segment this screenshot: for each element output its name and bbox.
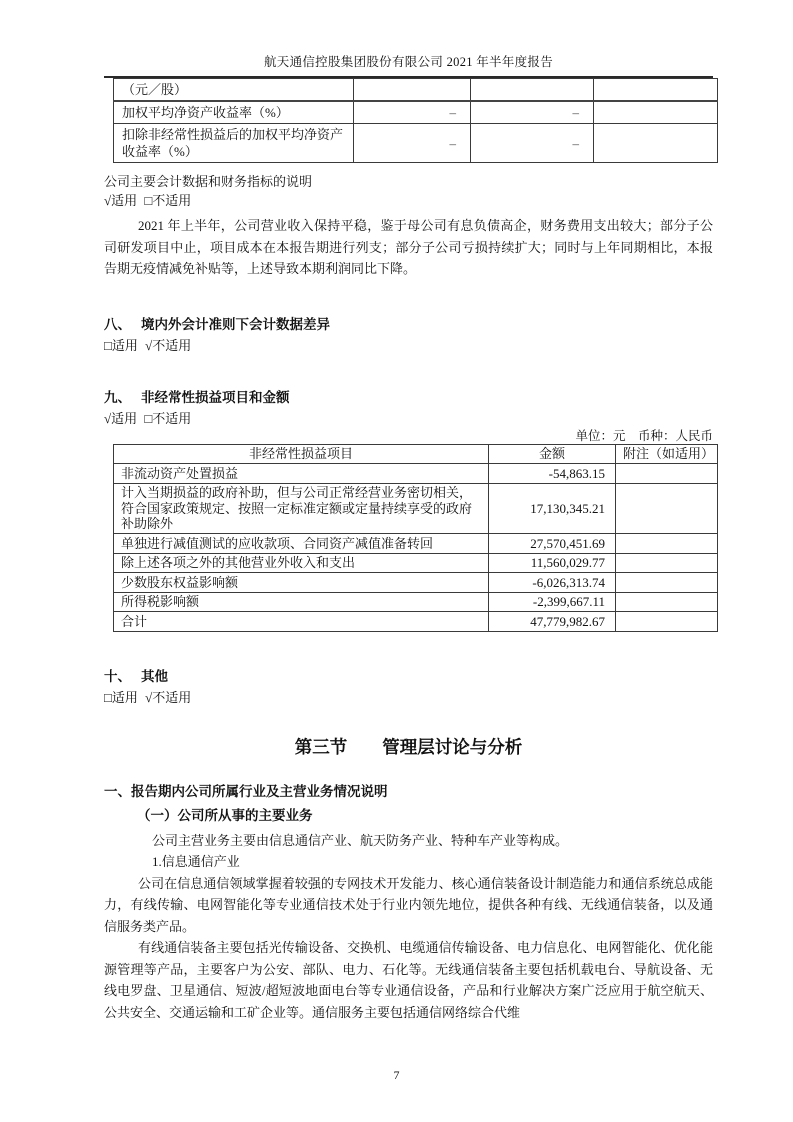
capability-paragraph: 公司在信息通信领域掌握着较强的专网技术开发能力、核心通信装备设计制造能力和通信系统总成能力，有线传输、电网智能化等专业通信技术处于行业内领先地位，提供各种有线、无线通信装备，以及通信服务类产品。 [104,875,713,934]
value-cell: – [354,101,471,124]
chapter3-subsection-1-heading: （一）公司所从事的主要业务 [137,807,313,823]
note-cell [616,464,718,484]
note-cell [616,573,718,593]
note-cell [616,553,718,573]
indicator-note-applicable: √适用 □不适用 [104,193,192,208]
financial-indicators-table [113,78,718,163]
report-header-title: 航天通信控股集团股份有限公司 2021 年半年度报告 [263,55,554,69]
section-9-title: 非经常性损益项目和金额 [141,389,290,405]
section-10-number: 十、 [104,668,131,684]
section-10-heading [104,668,713,686]
value-cell [471,79,594,102]
page-number: 7 [393,1068,400,1082]
section-9-heading [104,389,713,407]
section-9-number: 九、 [104,389,131,405]
value-cell: – [354,124,471,163]
amount-cell: 17,130,345.21 [489,483,616,534]
value-cell [594,101,718,124]
table-row [114,124,718,163]
amount-cell: -6,026,313.74 [489,573,616,593]
section-8-heading [104,316,713,334]
table-row [114,592,718,612]
table-header-row [114,444,718,464]
industry-item-1-label: 1.信息通信产业 [152,854,240,869]
table-row [114,612,718,632]
chapter-3-title: 第三节 管理层讨论与分析 [294,736,523,757]
total-label-cell: 合计 [114,612,489,632]
indicator-label-cell: （元／股） [114,79,354,102]
section-8-title: 境内外会计准则下会计数据差异 [141,316,330,332]
indicator-note-paragraph: 2021 年上半年，公司营业收入保持平稳，鉴于母公司有息负债高企，财务费用支出较大；部分子公司研发项目中止，项目成本在本报告期进行列支；部分子公司亏损持续扩大；同时与上年同期相比，本报告期无疫情减免补贴等，上述导致本期利润同比下降。 [104,218,713,276]
amount-cell: -54,863.15 [489,464,616,484]
value-cell [594,79,718,102]
value-cell [594,124,718,163]
value-cell: – [471,124,594,163]
chapter3-section-1-heading: 一、报告期内公司所属行业及主营业务情况说明 [104,783,388,799]
non-recurring-items-table [113,444,718,632]
item-cell: 计入当期损益的政府补助，但与公司正常经营业务密切相关，符合国家政策规定、按照一定标准定额或定量持续享受的政府补助除外 [114,483,489,534]
note-cell [616,483,718,534]
section-10-title: 其他 [141,668,168,684]
section-10-applicable: □适用 √不适用 [104,689,192,705]
item-header-cell: 非经常性损益项目 [114,444,489,464]
note-cell [616,534,718,554]
amount-cell: -2,399,667.11 [489,592,616,612]
note-cell [616,612,718,632]
item-cell: 少数股东权益影响额 [114,573,489,593]
item-cell: 单独进行减值测试的应收款项、合同资产减值准备转回 [114,534,489,554]
item-cell: 除上述各项之外的其他营业外收入和支出 [114,553,489,573]
table-row [114,553,718,573]
indicator-label-cell: 加权平均净资产收益率（%） [114,101,354,124]
item-cell: 所得税影响额 [114,592,489,612]
amount-cell: 27,570,451.69 [489,534,616,554]
table-row [114,483,718,534]
section-9-applicable: √适用 □不适用 [104,410,192,426]
main-business-paragraph: 公司主营业务主要由信息通信产业、航天防务产业、特种车产业等构成。 [152,832,569,848]
indicator-label-cell: 扣除非经常性损益后的加权平均净资产收益率（%） [114,124,354,163]
indicator-note-title: 公司主要会计数据和财务指标的说明 [104,174,313,189]
table-row [114,101,718,124]
total-amount-cell: 47,779,982.67 [489,612,616,632]
value-cell [354,79,471,102]
amount-header-cell: 金额 [489,444,616,464]
item-cell: 非流动资产处置损益 [114,464,489,484]
table-row [114,534,718,554]
table-row [114,464,718,484]
table-row [114,573,718,593]
note-header-cell: 附注（如适用） [616,444,718,464]
page-content [104,0,713,1023]
amount-cell: 11,560,029.77 [489,553,616,573]
note-cell [616,592,718,612]
section-8-number: 八、 [104,316,131,332]
value-cell: – [471,101,594,124]
section-8-applicable: □适用 √不适用 [104,337,192,353]
unit-currency-line: 单位：元 币种：人民币 [575,428,713,443]
table-row [114,79,718,102]
products-paragraph: 有线通信装备主要包括光传输设备、交换机、电缆通信传输设备、电力信息化、电网智能化、优化能源管理等产品，主要客户为公安、部队、电力、石化等。无线通信装备主要包括机载电台、导航设备、无线电罗盘、卫星通信、短波/超短波地面电台等专业通信设备，产品和行业解决方案广泛应用于航空航天、公共安全、交通运输和工矿企业等。通信服务主要包括通信网络综合代维 [104,940,713,1020]
